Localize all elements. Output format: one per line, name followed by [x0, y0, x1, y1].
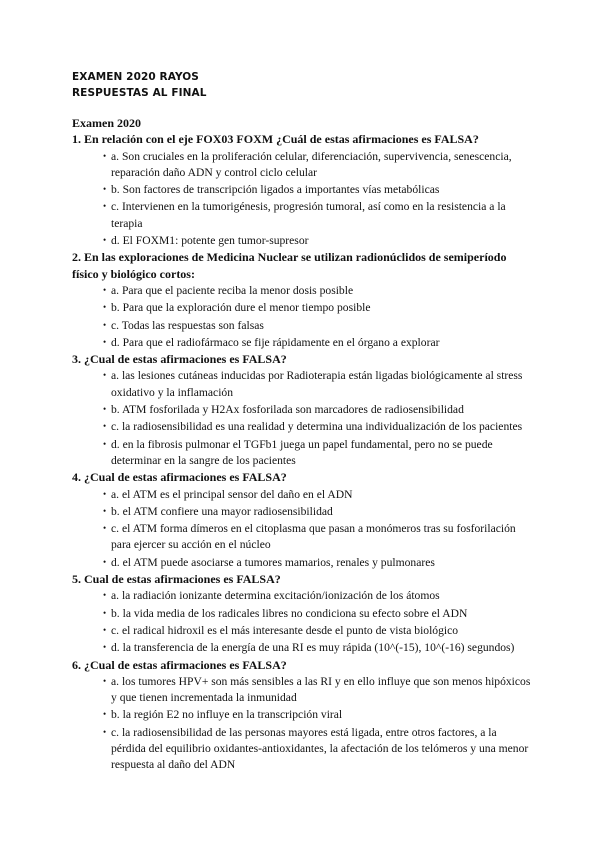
header-line-2: RESPUESTAS AL FINAL	[72, 86, 207, 99]
option-text: c. el ATM forma dímeros en el citoplasma que pasan a monómeros tras su fosforilación para ejercer su acción en el núcleo	[111, 522, 516, 552]
option-6c	[92, 724, 532, 774]
option-3d	[92, 436, 532, 470]
option-2d	[92, 334, 532, 351]
option-3a	[92, 367, 532, 401]
bullet-icon: •	[103, 370, 107, 381]
option-text: b. Son factores de transcripción ligados a importantes vías metabólicas	[111, 183, 440, 197]
option-1c	[92, 198, 532, 232]
option-text: a. Son cruciales en la proliferación celular, diferenciación, supervivencia, senescencia, reparación daño ADN y control ciclo celular	[111, 149, 512, 179]
exam-content	[72, 115, 532, 774]
bullet-icon: •	[103, 624, 107, 635]
bullet-icon: •	[103, 675, 107, 686]
option-4a	[92, 486, 532, 503]
document-header	[72, 70, 207, 101]
question-1-options	[72, 148, 532, 250]
option-1b	[92, 181, 532, 198]
option-text: d. en la fibrosis pulmonar el TGFb1 juega un papel fundamental, pero no se puede determinar en la sangre de los pacientes	[111, 437, 493, 467]
option-4d	[92, 554, 532, 571]
exam-title: Examen 2020	[72, 116, 141, 130]
option-5c	[92, 622, 532, 639]
option-text: b. el ATM confiere una mayor radiosensibilidad	[111, 504, 333, 518]
option-text: a. la radiación ionizante determina excitación/ionización de los átomos	[111, 589, 440, 603]
option-2c	[92, 317, 532, 334]
option-2b	[92, 299, 532, 316]
option-5a	[92, 587, 532, 604]
bullet-icon: •	[103, 726, 107, 737]
question-3: 3. ¿Cual de estas afirmaciones es FALSA?	[72, 352, 287, 367]
option-2a	[92, 282, 532, 299]
option-text: d. Para que el radiofármaco se fije rápidamente en el órgano a explorar	[111, 335, 440, 349]
bullet-icon: •	[103, 709, 107, 720]
option-text: d. la transferencia de la energía de una RI es muy rápida (10^(-15), 10^(-16) segundos)	[111, 641, 515, 655]
option-4b	[92, 503, 532, 520]
option-text: c. el radical hidroxil es el más interesante desde el punto de vista biológico	[111, 623, 459, 637]
bullet-icon: •	[103, 488, 107, 499]
option-text: b. Para que la exploración dure el menor tiempo posible	[111, 301, 371, 315]
question-6-options	[72, 673, 532, 774]
bullet-icon: •	[103, 201, 107, 212]
option-text: d. el ATM puede asociarse a tumores mamarios, renales y pulmonares	[111, 555, 435, 569]
option-text: c. Intervienen en la tumorigénesis, progresión tumoral, así como en la resistencia a la terapia	[111, 200, 506, 230]
bullet-icon: •	[103, 607, 107, 618]
bullet-icon: •	[103, 523, 107, 534]
bullet-icon: •	[103, 404, 107, 415]
question-4: 4. ¿Cual de estas afirmaciones es FALSA?	[72, 470, 287, 485]
option-text: b. ATM fosforilada y H2Ax fosforilada son marcadores de radiosensibilidad	[111, 403, 464, 417]
option-4c	[92, 520, 532, 554]
option-text: c. la radiosensibilidad de las personas mayores está ligada, entre otros factores, a la pérdida del equilibrio oxidantes-antioxidantes, la afectación de los telómeros y una menor respuesta al daño del ADN	[111, 725, 529, 772]
bullet-icon: •	[103, 319, 107, 330]
option-6a	[92, 673, 532, 707]
option-6b	[92, 706, 532, 723]
bullet-icon: •	[103, 184, 107, 195]
bullet-icon: •	[103, 438, 107, 449]
option-1d	[92, 232, 532, 249]
bullet-icon: •	[103, 150, 107, 161]
option-5b	[92, 605, 532, 622]
option-text: b. la región E2 no influye en la transcripción viral	[111, 708, 343, 722]
option-5d	[92, 639, 532, 656]
option-text: a. el ATM es el principal sensor del daño en el ADN	[111, 487, 353, 501]
question-6: 6. ¿Cual de estas afirmaciones es FALSA?	[72, 657, 287, 672]
option-3c	[92, 418, 532, 435]
question-4-options	[72, 486, 532, 571]
question-2-options	[72, 282, 532, 351]
option-text: a. los tumores HPV+ son más sensibles a las RI y en ello influye que son menos hipóxicos y que tienen incrementada la inmunidad	[111, 674, 531, 705]
header-line-1: EXAMEN 2020 RAYOS	[72, 71, 199, 83]
question-2: 2. En las exploraciones de Medicina Nuclear se utilizan radionúclidos de semiperíodo físico y biológico cortos:	[72, 250, 507, 281]
bullet-icon: •	[103, 284, 107, 295]
bullet-icon: •	[103, 336, 107, 347]
option-text: a. las lesiones cutáneas inducidas por Radioterapia están ligadas biológicamente al stress oxidativo y la inflamación	[111, 369, 523, 399]
question-5: 5. Cual de estas afirmaciones es FALSA?	[72, 572, 281, 587]
bullet-icon: •	[103, 235, 107, 246]
question-3-options	[72, 367, 532, 469]
bullet-icon: •	[103, 302, 107, 313]
question-5-options	[72, 587, 532, 656]
bullet-icon: •	[103, 505, 107, 516]
bullet-icon: •	[103, 642, 107, 653]
bullet-icon: •	[103, 590, 107, 601]
bullet-icon: •	[103, 556, 107, 567]
question-1: 1. En relación con el eje FOX03 FOXM ¿Cuál de estas afirmaciones es FALSA?	[72, 132, 479, 147]
option-text: a. Para que el paciente reciba la menor dosis posible	[111, 283, 354, 297]
option-text: c. la radiosensibilidad es una realidad y determina una individualización de los pacientes	[111, 420, 523, 434]
option-text: c. Todas las respuestas son falsas	[111, 318, 264, 332]
option-text: b. la vida media de los radicales libres no condiciona su efecto sobre el ADN	[111, 606, 468, 620]
option-3b	[92, 401, 532, 418]
option-text: d. El FOXM1: potente gen tumor-supresor	[111, 234, 309, 248]
option-1a	[92, 148, 532, 182]
bullet-icon: •	[103, 421, 107, 432]
